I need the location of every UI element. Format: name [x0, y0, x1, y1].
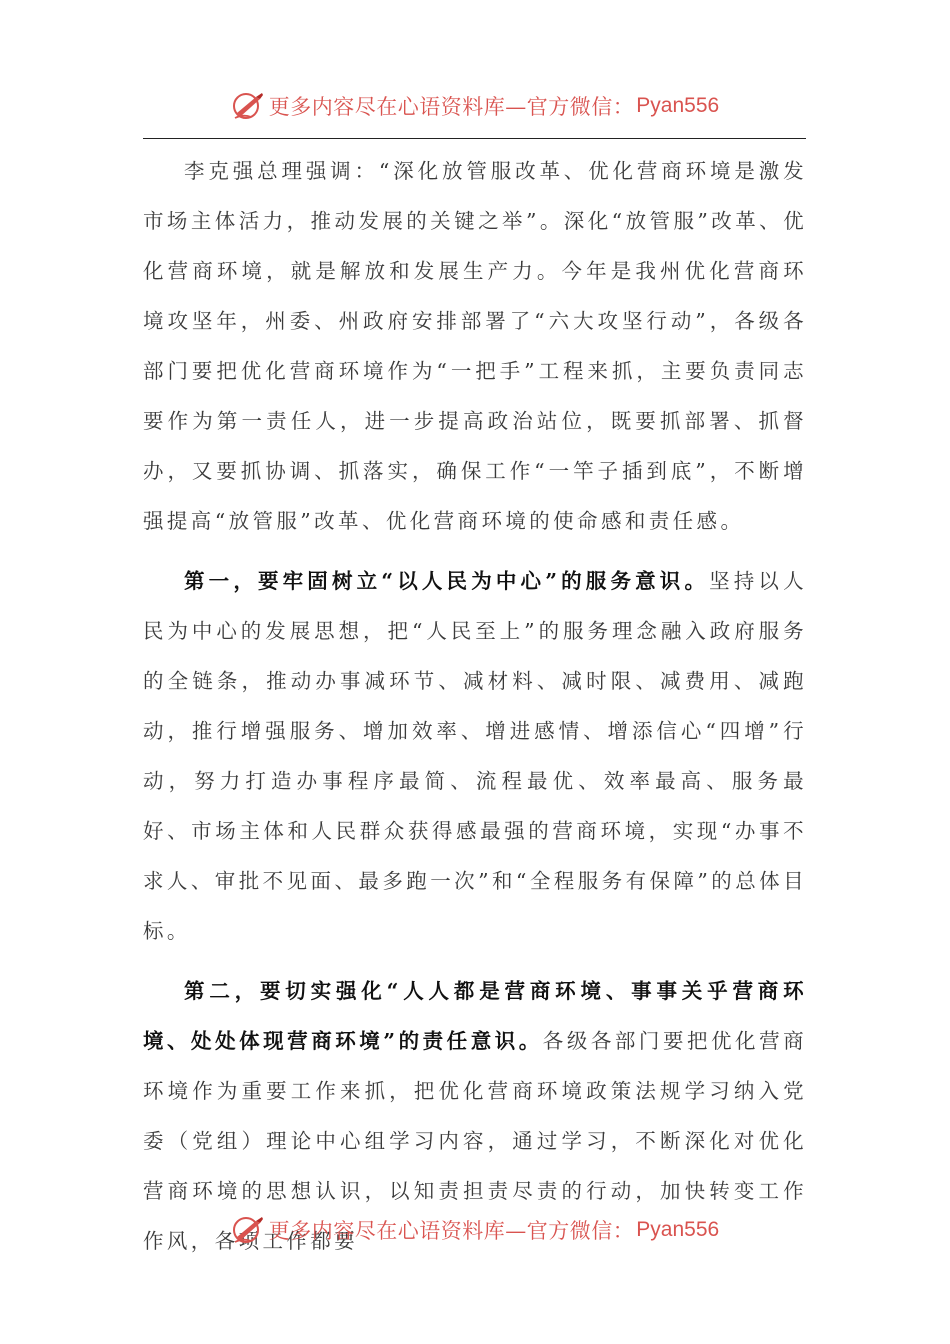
paragraph-heading: 第二，要切实强化“人人都是营商环境、事事关乎营商环境、处处体现营商环境”的责任意识。 [143, 979, 807, 1053]
header-wechat-id: Pyan556 [636, 94, 720, 117]
header-divider [143, 138, 806, 139]
header-banner [0, 84, 950, 128]
pen-logo-icon [231, 89, 265, 123]
footer-slogan: 更多内容尽在心语资料库—官方微信： [268, 1219, 635, 1243]
footer-banner [0, 1208, 950, 1252]
paragraph-point-one [143, 556, 807, 956]
footer-wechat-id: Pyan556 [636, 1218, 720, 1241]
paragraph-text: 李克强总理强调：“深化放管服改革、优化营商环境是激发市场主体活力，推动发展的关键之举”。深化“放管服”改革、优化营商环境，就是解放和发展生产力。今年是我州优化营商环境攻坚年，州委、州政府安排部署了“六大攻坚行动”，各级各部门要把优化营商环境作为“一把手”工程来抓，主要负责同志要作为第一责任人，进一步提高政治站位，既要抓部署、抓督办，又要抓协调、抓落实，确保工作“一竿子插到底”，不断增强提高“放管服”改革、优化营商环境的使命感和责任感。 [143, 159, 807, 533]
pen-logo-icon [231, 1213, 265, 1247]
paragraph-text: 各级各部门要把优化营商环境作为重要工作来抓，把优化营商环境政策法规学习纳入党委（党组）理论中心组学习内容，通过学习，不断深化对优化营商环境的思想认识，以知责担责尽责的行动，加快转变工作作风，各项工作都要 [143, 1029, 807, 1253]
header-slogan: 更多内容尽在心语资料库—官方微信： [268, 95, 635, 119]
paragraph-intro [143, 146, 807, 546]
paragraph-heading: 第一，要牢固树立“以人民为中心”的服务意识。 [184, 569, 710, 593]
document-body [143, 146, 807, 1266]
paragraph-text: 坚持以人民为中心的发展思想，把“人民至上”的服务理念融入政府服务的全链条，推动办事减环节、减材料、减时限、减费用、减跑动，推行增强服务、增加效率、增进感情、增添信心“四增”行动，努力打造办事程序最简、流程最优、效率最高、服务最好、市场主体和人民群众获得感最强的营商环境，实现“办事不求人、审批不见面、最多跑一次”和“全程服务有保障”的总体目标。 [143, 569, 807, 943]
